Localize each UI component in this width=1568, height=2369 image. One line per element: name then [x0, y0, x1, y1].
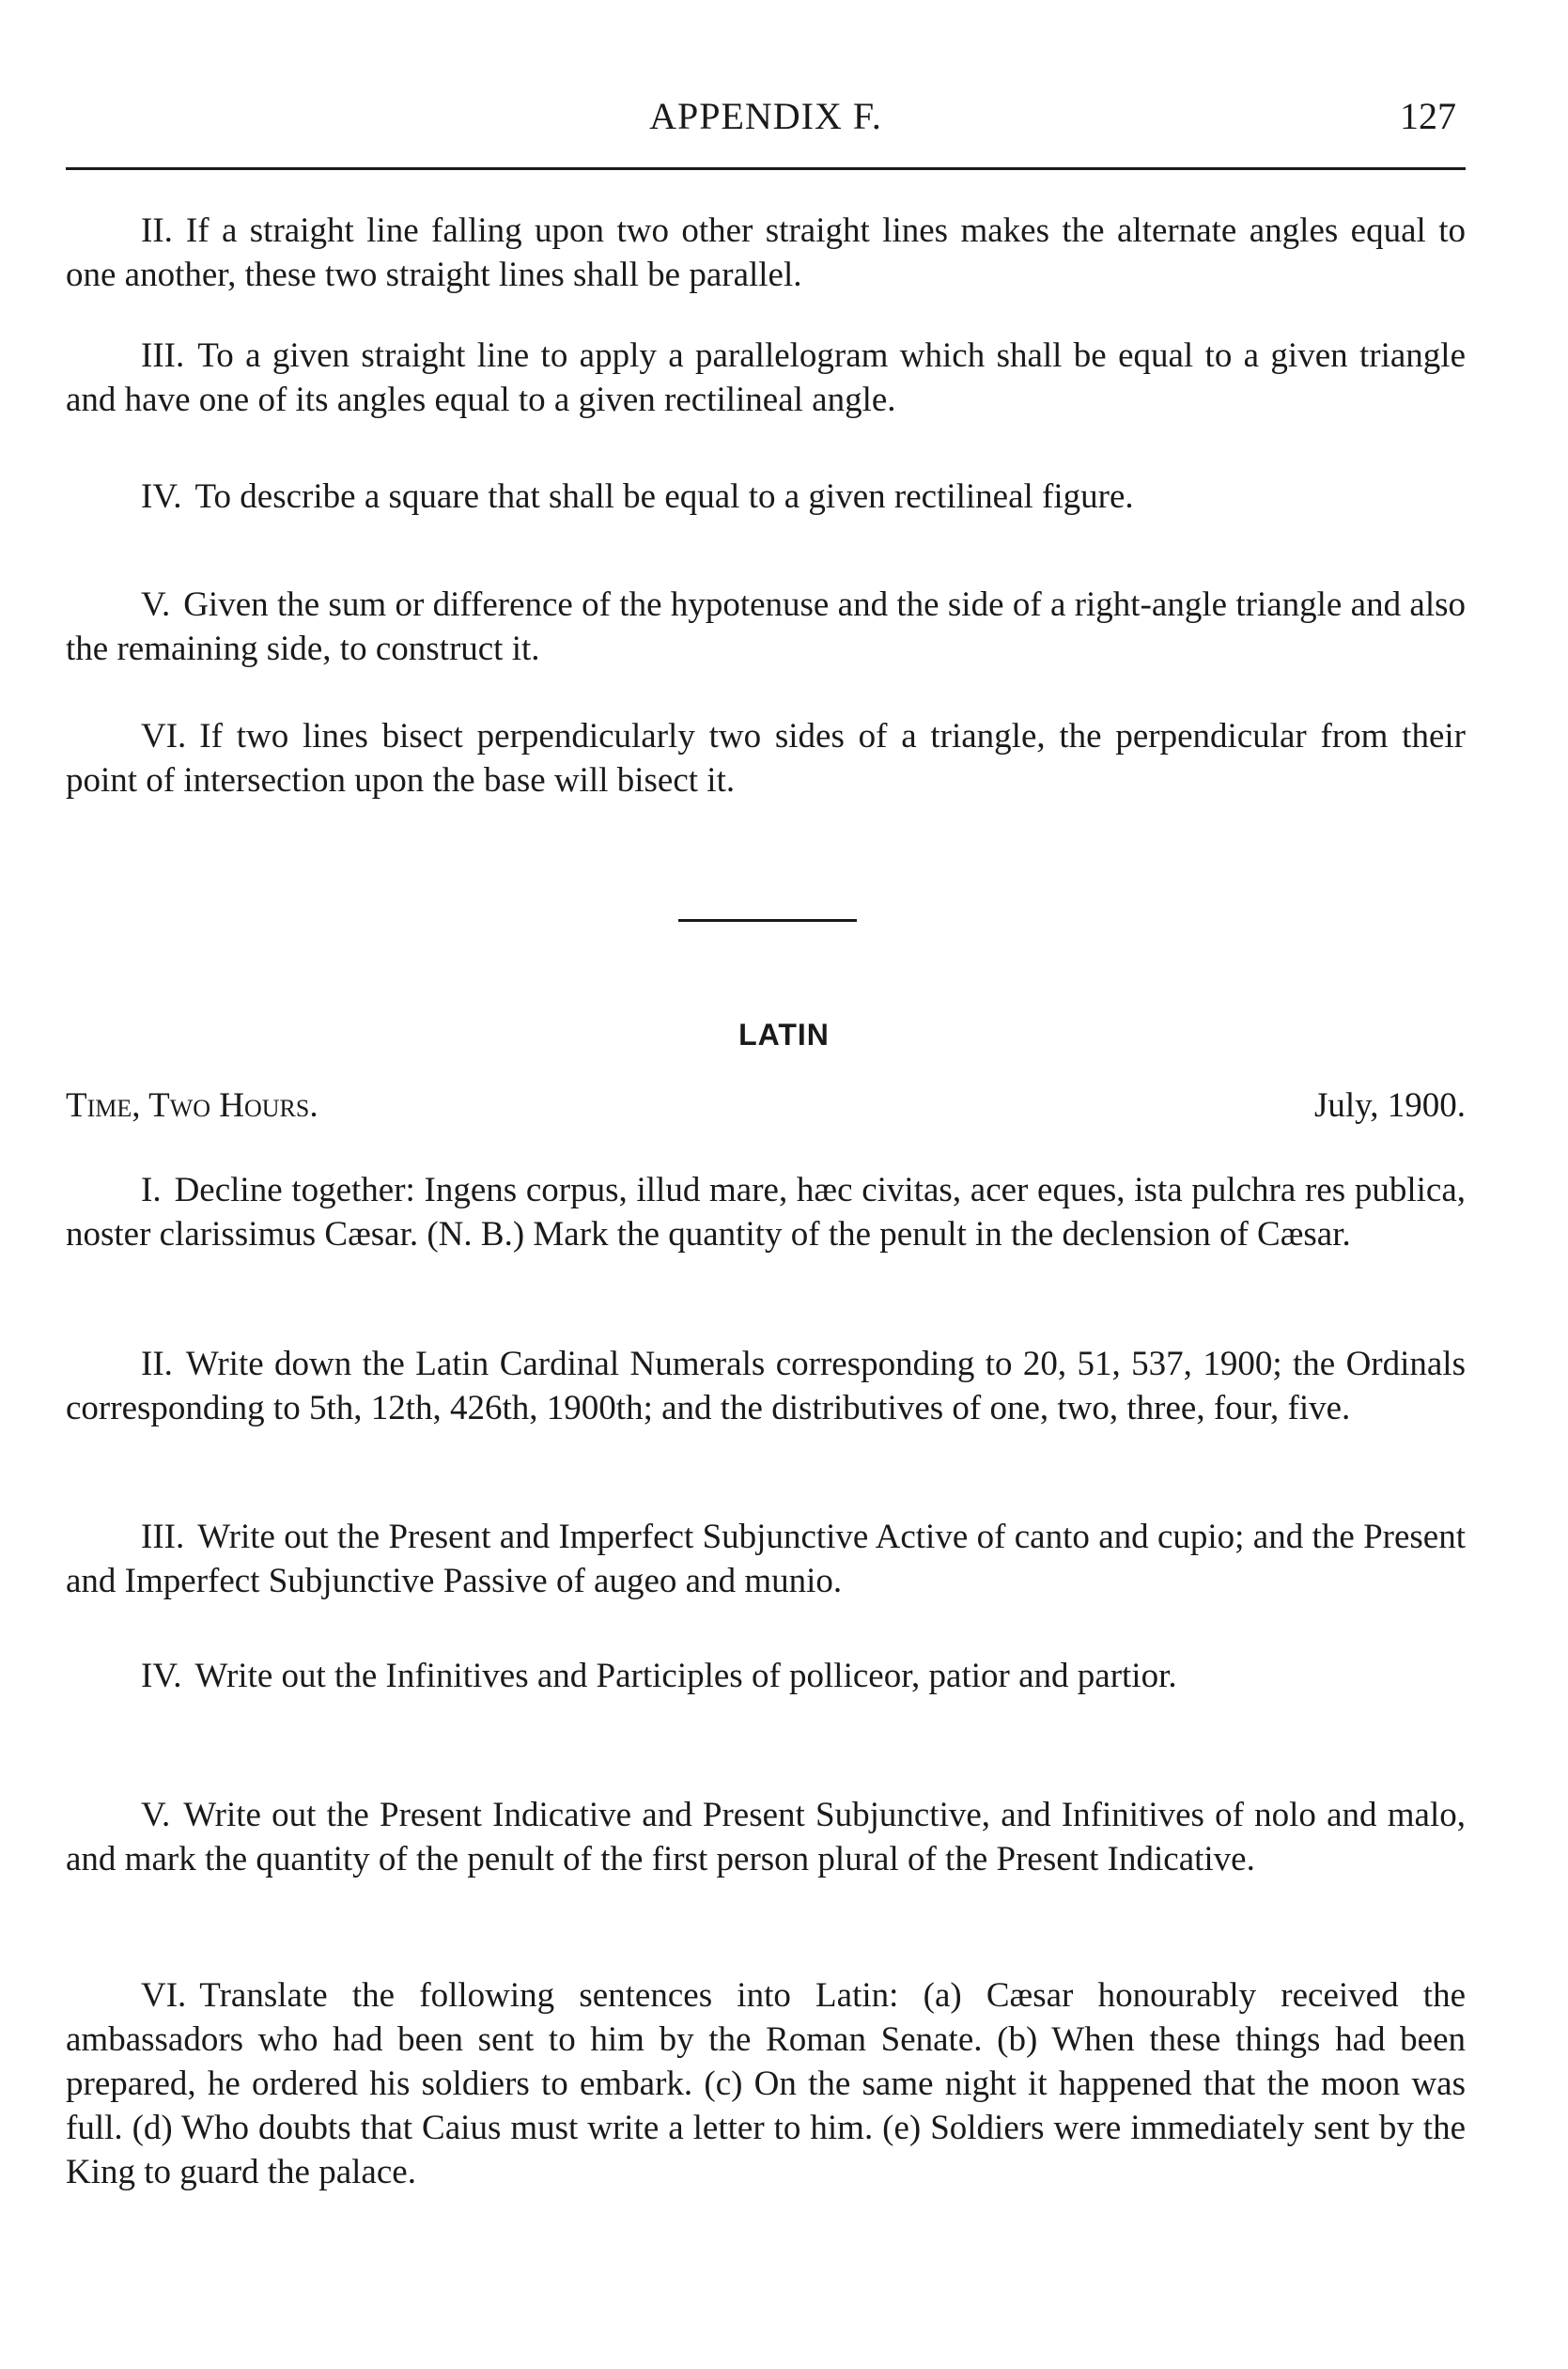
latin-question-4 [66, 1654, 1466, 1698]
question-text: To describe a square that shall be equal to a given rectilineal figure. [194, 477, 1134, 516]
section-title: LATIN [738, 1018, 830, 1052]
question-number: I. [141, 1171, 162, 1209]
question-number: II. [141, 211, 173, 250]
question-text: Given the sum or difference of the hypotenuse and the side of a right-angle triangle and also the remaining side, to construct it. [66, 585, 1466, 668]
question-text: Decline together: Ingens corpus, illud mare, hæc civitas, acer eques, ista pulchra res publica, noster clarissimus Cæsar. (N. B.) Mark the quantity of the penult in the declension of Cæsar. [66, 1171, 1466, 1254]
exam-meta [66, 1085, 1466, 1132]
geometry-question-3 [66, 334, 1466, 422]
question-number: III. [141, 1518, 185, 1556]
question-text: Write out the Present and Imperfect Subjunctive Active of canto and cupio; and the Present and Imperfect Subjunctive Passive of augeo and munio. [66, 1518, 1466, 1600]
latin-question-3 [66, 1515, 1466, 1603]
latin-question-2 [66, 1342, 1466, 1430]
question-number: VI. [141, 717, 187, 756]
question-text: Write down the Latin Cardinal Numerals corresponding to 20, 51, 537, 1900; the Ordinals corresponding to 5th, 12th, 426th, 1900th; and the distributives of one, two, three, four, five. [66, 1345, 1466, 1427]
page-number: 127 [1400, 95, 1456, 137]
geometry-question-6 [66, 714, 1466, 803]
geometry-question-2 [66, 209, 1466, 297]
question-text: Write out the Infinitives and Participles of polliceor, patior and partior. [194, 1657, 1177, 1695]
question-text: Write out the Present Indicative and Present Subjunctive, and Infinitives of nolo and malo, and mark the quantity of the penult of the first person plural of the Present Indicative. [66, 1796, 1466, 1878]
question-text: To a given straight line to apply a parallelogram which shall be equal to a given triangle and have one of its angles equal to a given rectilineal angle. [66, 336, 1466, 419]
latin-question-6 [66, 1973, 1466, 2194]
question-number: II. [141, 1345, 173, 1383]
question-number: III. [141, 336, 185, 375]
exam-date: July, 1900. [1313, 1086, 1466, 1125]
section-divider [678, 919, 857, 922]
running-head [66, 94, 1466, 150]
question-text: If two lines bisect perpendicularly two sides of a triangle, the perpendicular from their point of intersection upon the base will bisect it. [66, 717, 1466, 800]
running-title: APPENDIX F. [649, 95, 882, 137]
exam-time: Time, Two Hours. [66, 1086, 318, 1125]
header-rule [66, 167, 1466, 170]
question-number: VI. [141, 1976, 187, 2015]
geometry-question-5 [66, 583, 1466, 671]
question-number: V. [141, 1796, 171, 1834]
geometry-question-4 [66, 475, 1466, 519]
question-number: IV. [141, 477, 182, 516]
latin-question-1 [66, 1168, 1466, 1256]
question-number: V. [141, 585, 171, 624]
question-number: IV. [141, 1657, 182, 1695]
latin-question-5 [66, 1793, 1466, 1881]
question-text: Translate the following sentences into Latin: (a) Cæsar honourably received the ambassadors who had been sent to him by the Roman Senate. (b) When these things had been prepared, he ordered his soldiers to embark. (c) On the same night it happened that the moon was full. (d) Who doubts that Caius must write a letter to him. (e) Soldiers were immediately sent by the King to guard the palace. [66, 1976, 1466, 2191]
question-text: If a straight line falling upon two other straight lines makes the alternate angles equal to one another, these two straight lines shall be parallel. [66, 211, 1466, 294]
